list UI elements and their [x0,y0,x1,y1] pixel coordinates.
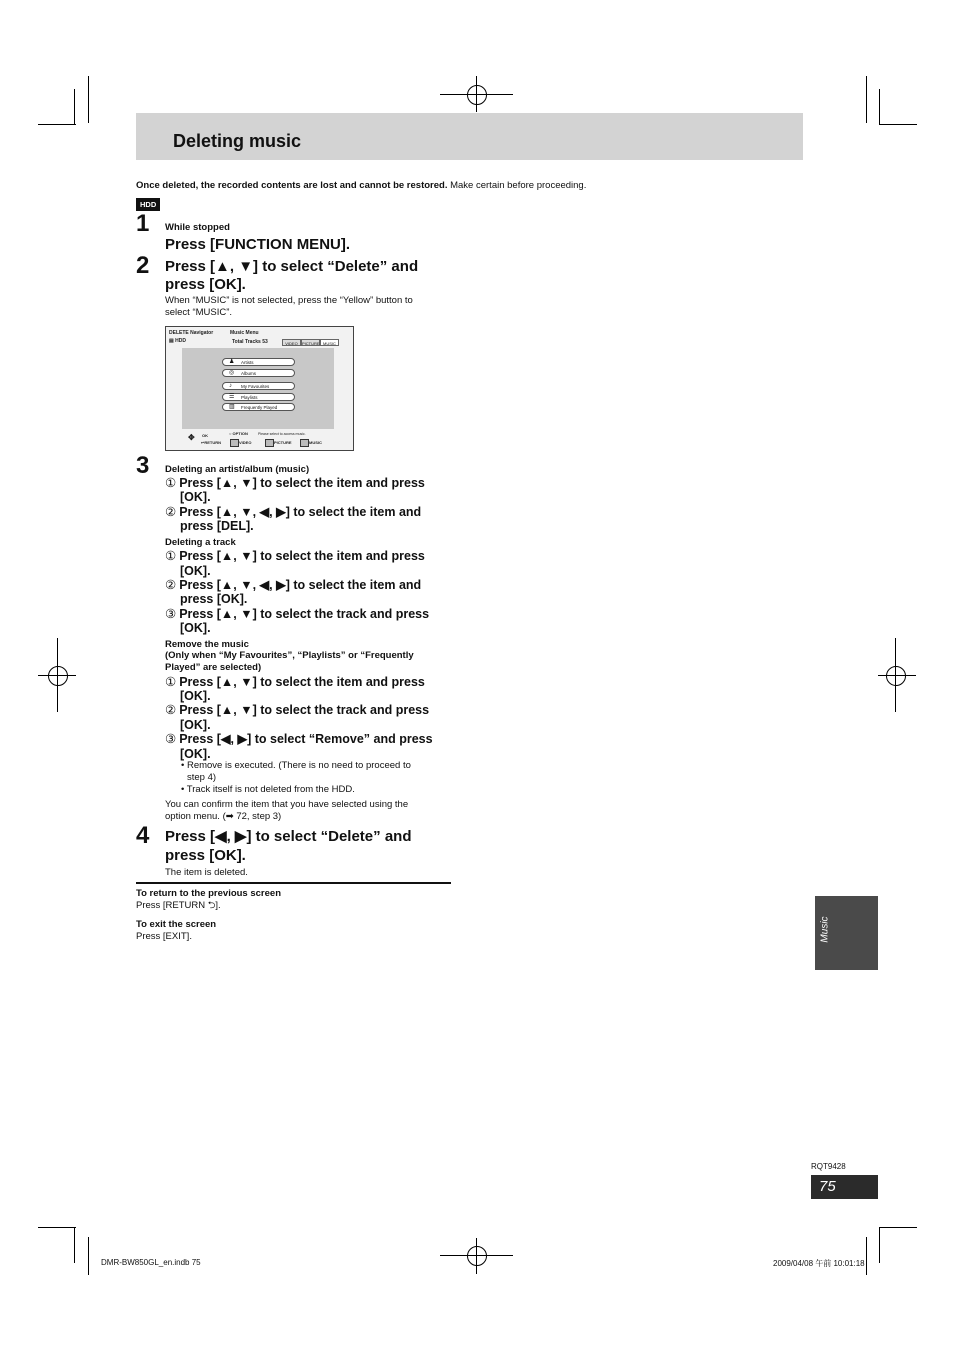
screen-bottom-picture: PICTURE [274,440,292,445]
dpad-icon: ✥ [188,433,195,442]
step3-bullet2: • Track itself is not deleted from the HDD. [181,784,355,795]
crop-mark [74,1227,75,1263]
registration-line [895,638,896,712]
hdd-badge: HDD [136,198,160,211]
step4-note: The item is deleted. [165,867,248,878]
warning-normal: Make certain before proceeding. [450,180,587,191]
warning-text [136,180,586,191]
crop-mark [879,124,917,125]
footer-file: DMR-BW850GL_en.indb 75 [101,1258,201,1267]
crop-mark [866,1237,867,1275]
step-text: Press [▲, ▼] to select the item and press [179,675,425,689]
screen-drive [169,338,186,344]
crop-mark [879,1227,880,1263]
warning-bold: Once deleted, the recorded contents are lost and cannot be restored. [136,180,448,191]
step3-s3-item1 [165,675,425,689]
crop-mark [88,1237,89,1275]
registration-line [476,76,477,112]
registration-circle [467,1246,487,1266]
circled-number: ① [165,549,177,563]
step3-bullet1-cont: step 4) [187,772,217,783]
circled-number: ① [165,476,177,490]
screen-option-label: OPTION [232,431,248,436]
registration-circle [886,666,906,686]
step3-s3-item3-cont: [OK]. [180,747,211,761]
step1-instruction: Press [FUNCTION MENU]. [165,236,351,253]
crop-mark [879,89,880,125]
screen-return [201,440,221,445]
step3-s2-item1 [165,549,425,563]
doc-code: RQT9428 [811,1162,846,1171]
color-button-icon [230,439,239,447]
screen-option [229,431,248,436]
screen-drive-label: HDD [175,338,186,344]
step2-note1: When “MUSIC” is not selected, press the “Yellow” button to [165,295,413,306]
screen-hint: Please select to access music. [258,432,306,436]
step3-s1-item1-cont: [OK]. [180,490,211,504]
step1-condition: While stopped [165,222,230,233]
step3-s3-item1-cont: [OK]. [180,689,211,703]
step2-note2: select “MUSIC”. [165,307,233,318]
step3-section3-note2: Played” are selected) [165,662,262,673]
screen-tab-music[interactable]: MUSIC [320,339,339,346]
step-text: Press [▲, ▼] to select the item and press [179,549,425,563]
crop-mark [74,89,75,125]
crop-mark [38,124,76,125]
step-text: Press [▲, ▼] to select the track and press [179,703,430,717]
step-number-2: 2 [136,252,150,279]
screen-bottom-music: MUSIC [309,440,322,445]
screen-panel [182,348,334,429]
album-icon: ◎ [229,370,235,376]
step3-s3-item3 [165,732,433,746]
return-heading: To return to the previous screen [136,888,281,899]
step3-s2-item3 [165,607,429,621]
step3-s1-item2 [165,505,421,519]
favourites-icon: ♪ [229,383,232,389]
screen-item-artists[interactable] [222,358,295,366]
screen-total-tracks: Total Tracks 53 [232,339,268,345]
step3-bullet1: • Remove is executed. (There is no need to proceed to [181,760,411,771]
exit-heading: To exit the screen [136,919,217,930]
step-text: Press [▲, ▼] to select the track and press [179,607,430,621]
step-text: Press [◀, ▶] to select “Remove” and press [179,732,433,746]
step2-line2: press [OK]. [165,276,246,293]
step4-line2: press [OK]. [165,847,246,864]
step3-s2-item3-cont: [OK]. [180,621,211,635]
screen-item-label: Albums [241,371,257,376]
step3-section3-heading: Remove the music [165,639,249,650]
screen-item-playlists[interactable] [222,393,295,401]
step4-line1: Press [◀, ▶] to select “Delete” and [165,828,412,845]
artist-icon: ♟ [229,359,235,365]
screen-item-label: My Favourites [241,384,270,389]
registration-line [878,675,916,676]
crop-mark [38,1227,76,1228]
step3-s1-item2-cont: press [DEL]. [180,519,254,533]
step3-s1-item1 [165,476,425,490]
step-text: Press [▲, ▼, ◀, ▶] to select the item and [179,505,422,519]
crop-mark [879,1227,917,1228]
circled-number: ① [165,675,177,689]
color-button-icon [300,439,309,447]
step3-s2-item2 [165,578,421,592]
crop-mark [88,76,89,123]
step3-s2-item1-cont: [OK]. [180,564,211,578]
playlist-icon: ☰ [229,394,235,400]
screen-nav-title: DELETE Navigator [169,330,214,336]
step-number-3: 3 [136,452,150,479]
step3-s3-item2-cont: [OK]. [180,718,211,732]
divider [136,882,451,884]
screen-item-albums[interactable] [222,369,295,377]
registration-circle [467,85,487,105]
delete-navigator-screen [165,326,354,451]
circled-number: ② [165,578,177,592]
screen-return-label: RETURN [204,440,222,445]
exit-text: Press [EXIT]. [136,931,192,942]
screen-item-label: Playlists [241,395,258,400]
return-icon: ↩ [201,440,205,445]
circled-number: ② [165,703,177,717]
screen-item-label: Frequently Played [241,405,278,410]
screen-item-label: Artists [241,360,254,365]
step2-line1: Press [▲, ▼] to select “Delete” and [165,258,419,275]
step3-confirm1: You can confirm the item that you have selected using the [165,799,409,810]
step3-s3-item2 [165,703,429,717]
step3-section1-heading: Deleting an artist/album (music) [165,464,310,475]
step-number-4: 4 [136,822,150,849]
footer-timestamp: 2009/04/08 午前 10:01:18 [773,1259,865,1268]
step-text: Press [▲, ▼] to select the item and press [179,476,425,490]
section-side-label: Music [819,916,831,943]
page-number: 75 [819,1178,836,1195]
step3-section2-heading: Deleting a track [165,537,236,548]
screen-item-frequently-played[interactable] [222,403,295,411]
step3-s2-item2-cont: press [OK]. [180,592,248,606]
step-number-1: 1 [136,210,150,237]
screen-bottom-video: VIDEO [239,440,252,445]
registration-line [476,1238,477,1274]
screen-item-my-favourites[interactable] [222,382,295,390]
screen-ok: OK [202,433,208,438]
option-icon: ○ [229,431,233,436]
step3-confirm2: option menu. (➡ 72, step 3) [165,811,282,822]
screen-menu-title: Music Menu [230,330,259,336]
page-title: Deleting music [173,131,302,151]
circled-number: ② [165,505,177,519]
circled-number: ③ [165,607,177,621]
screen-tab-video[interactable]: VIDEO [282,339,301,346]
registration-circle [48,666,68,686]
color-button-icon [265,439,274,447]
disk-icon: ▤ [169,338,176,344]
crop-mark [866,76,867,123]
step-text: Press [▲, ▼, ◀, ▶] to select the item and [179,578,422,592]
registration-line [57,638,58,712]
return-text: Press [RETURN ⮌]. [136,900,221,911]
chart-icon: ▥ [229,404,235,410]
step3-section3-note1: (Only when “My Favourites”, “Playlists” or “Frequently [165,650,414,661]
screen-tab-picture[interactable]: PICTURE [302,341,320,346]
circled-number: ③ [165,732,177,746]
